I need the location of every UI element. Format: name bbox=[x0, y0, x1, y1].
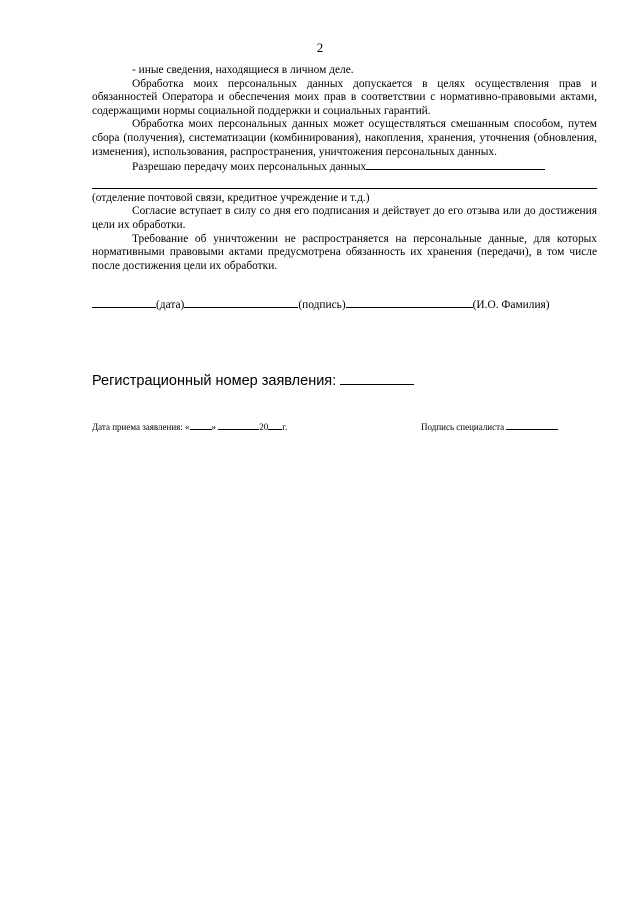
receipt-year-suffix: г. bbox=[282, 422, 288, 432]
paragraph-processing-purpose: Обработка моих персональных данных допускается в целях осуществления прав и обязанностей Оператора и обеспечения моих прав в соответствии с нормативно-правовыми актами, содержащими нормы социальной поддержки и социальных гарантий. bbox=[92, 77, 597, 117]
transfer-recipient-blank-continued[interactable] bbox=[92, 177, 597, 189]
transfer-permission-label: Разрешаю передачу моих персональных данных bbox=[132, 161, 367, 174]
signature-row bbox=[92, 297, 592, 311]
registration-number-row bbox=[92, 372, 414, 389]
receipt-day-blank[interactable] bbox=[190, 421, 212, 430]
receipt-date-label: Дата приема заявления: « bbox=[92, 422, 190, 432]
name-label: (И.О. Фамилия) bbox=[472, 299, 550, 311]
specialist-signature-row bbox=[421, 421, 558, 432]
transfer-recipient-caption: (отделение почтовой связи, кредитное учреждение и т.д.) bbox=[92, 191, 370, 204]
receipt-year-blank[interactable] bbox=[268, 421, 282, 430]
page-number: 2 bbox=[316, 40, 324, 55]
receipt-date-quote: » bbox=[211, 422, 217, 432]
specialist-signature-blank[interactable] bbox=[506, 421, 558, 430]
receipt-year-prefix: 20 bbox=[259, 422, 269, 432]
registration-number-label: Регистрационный номер заявления: bbox=[92, 373, 337, 389]
signature-blank[interactable] bbox=[184, 297, 298, 308]
receipt-month-blank[interactable] bbox=[218, 421, 259, 430]
receipt-date-row bbox=[92, 421, 287, 432]
transfer-permission-line bbox=[92, 159, 597, 175]
specialist-signature-label: Подпись специалиста bbox=[421, 422, 505, 432]
signature-label: (подпись) bbox=[298, 299, 346, 311]
consent-body bbox=[92, 64, 597, 273]
transfer-recipient-blank[interactable] bbox=[366, 159, 545, 170]
date-blank[interactable] bbox=[92, 297, 156, 308]
paragraph-destruction-exception: Требование об уничтожении не распространяется на персональные данные, для которых нормативными правовыми актами предусмотрена обязанность их хранения (передачи), в том числе после достижения цели их обработки. bbox=[92, 232, 597, 272]
registration-number-blank[interactable] bbox=[340, 372, 414, 385]
paragraph-processing-methods: Обработка моих персональных данных может осуществляться смешанным способом, путем сбора (получения), систематизации (комбинирования), накопления, хранения, уточнения (обновления, изменения), использования, распространения, уничтожения персональных данных. bbox=[92, 118, 597, 158]
paragraph-consent-validity: Согласие вступает в силу со дня его подписания и действует до его отзыва или до достижения цели их обработки. bbox=[92, 205, 597, 231]
date-label: (дата) bbox=[156, 299, 185, 311]
name-blank[interactable] bbox=[346, 297, 473, 308]
paragraph-other-info: - иные сведения, находящиеся в личном деле. bbox=[132, 64, 354, 76]
